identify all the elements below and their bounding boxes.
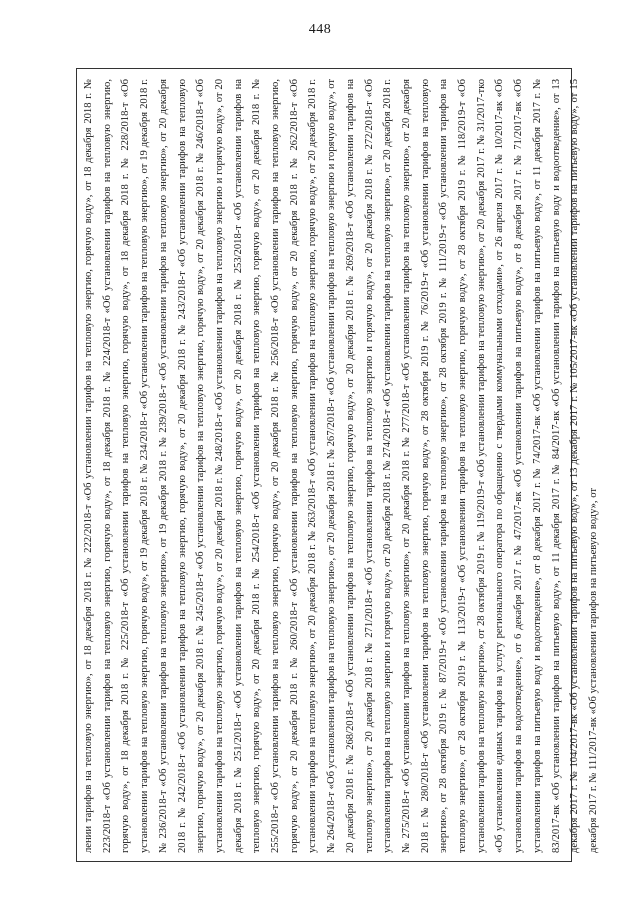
table-frame: [76, 68, 599, 862]
rotated-text-block: [77, 71, 599, 861]
page-number: 448: [308, 22, 332, 37]
body-paragraph: лении тарифов на тепловую энергию», от 18 декабря 2018 г. № 222/2018-т «Об установлении тарифов на тепловую энергию, горячую воду», от 18 декабря 2018 г. № 223/2018-т «Об установлении тарифов на тепловую энергию, горячую воду», от 18 декабря 2018 г. № 224/2018-т «Об установлении тарифов на тепловую энергию, горячую воду», от 18 декабря 2018 г. № 225/2018-т «Об установлении тарифов на тепловую энергию, горячую воду», от 18 декабря 2018 г. № 228/2018-т «Об установлении тарифов на тепловую энергию, горячую воду», от 19 декабря 2018 г. № 234/2018-т «Об установлении тарифов на тепловую энергию», от 19 декабря 2018 г. № 236/2018-т «Об установлении тарифов на тепловую энергию», от 19 декабря 2018 г. № 239/2018-т «Об установлении тарифов на тепловую энергию», от 20 декабря 2018 г. № 242/2018-т «Об установлении тарифов на тепловую энергию, горячую воду», от 20 декабря 2018 г. № 243/2018-т «Об установлении тарифов на тепловую энергию, горячую воду», от 20 декабря 2018 г. № 245/2018-т «Об установлении тарифов на тепловую энергию, горячую воду», от 20 декабря 2018 г. № 246/2018-т «Об установлении тарифов на тепловую энергию, горячую воду», от 20 декабря 2018 г. № 248/2018-т «Об установлении тарифов на тепловую энергию и горячую воду», от 20 декабря 2018 г. № 251/2018-т «Об установлении тарифов на тепловую энергию, горячую воду», от 20 декабря 2018 г. № 253/2018-т «Об установлении тарифов на тепловую энергию, горячую воду», от 20 декабря 2018 г. № 254/2018-т «Об установлении тарифов на тепловую энергию, горячую воду», от 20 декабря 2018 г. № 255/2018-т «Об установлении тарифов на тепловую энергию, горячую воду», от 20 декабря 2018 г. № 256/2018-т «Об установлении тарифов на тепловую энергию, горячую воду», от 20 декабря 2018 г. № 260/2018-т «Об установлении тарифов на тепловую энергию, горячую воду», от 20 декабря 2018 г. № 262/2018-т «Об установлении тарифов на тепловую энергию», от 20 декабря 2018 г. № 263/2018-т «Об установлении тарифов на тепловую энергию, горячую воду», от 20 декабря 2018 г. № 264/2018-т «Об установлении тарифов на тепловую энергию», от 20 декабря 2018 г. № 267/2018-т «Об установлении тарифов на тепловую энергию и горячую воду», от 20 декабря 2018 г. № 268/2018-т «Об установлении тарифов на тепловую энергию, горячую воду», от 20 декабря 2018 г. № 269/2018-т «Об установлении тарифов на тепловую энергию», от 20 декабря 2018 г. № 271/2018-т «Об установлении тарифов на тепловую энергию и горячую воду», от 20 декабря 2018 г. № 272/2018-т «Об установлении тарифов на тепловую энергию и горячую воду», от 20 декабря 2018 г. № 274/2018-т «Об установлении тарифов на тепловую энергию», от 20 декабря 2018 г. № 275/2018-т «Об установлении тарифов на тепловую энергию», от 20 декабря 2018 г. № 277/2018-т «Об установлении тарифов на тепловую энергию», от 20 декабря 2018 г. № 280/2018-т «Об установлении тарифов на тепловую энергию, горячую воду», от 28 октября 2019 г. № 76/2019-т «Об установлении тарифов на тепловую энергию», от 28 октября 2019 г. № 87/2019-т «Об установлении тарифов на тепловую энергию», от 28 октября 2019 г. № 111/2019-т «Об установлении тарифов на тепловую энергию», от 28 октября 2019 г. № 113/2019-т «Об установлении тарифов на тепловую энергию, горячую воду», от 28 октября 2019 г. № 118/2019-т «Об установлении тарифов на тепловую энергию», от 28 октября 2019 г. № 119/2019-т «Об установлении тарифов на тепловую энергию», от 20 декабря 2017 г. № 31/2017-тко «Об установлении единых тарифов на услугу регионального оператора по обращению с твердыми коммунальными отходами», от 26 апреля 2017 г. № 10/2017-вк «Об установлении тарифов на водоотведение», от 6 декабря 2017 г. № 47/2017-вк «Об установлении тарифов на питьевую воду», от 8 декабря 2017 г. № 71/2017-вк «Об установлении тарифов на питьевую воду и водоотведение», от 8 декабря 2017 г. № 74/2017-вк «Об установлении тарифов на питьевую воду», от 11 декабря 2017 г. № 83/2017-вк «Об установлении тарифов на питьевую воду», от 11 декабря 2017 г. № 84/2017-вк «Об установлении тарифов на питьевую воду и водоотведение», от 13 декабря 2017 г. № 104/2017-вк «Об установлении тарифов на питьевую воду», от 13 декабря 2017 г. № 105/2017-вк «Об установлении тарифов на питьевую воду», от 15 декабря 2017 г. № 111/2017-вк «Об установлении тарифов на питьевую воду», от: [83, 79, 599, 853]
rotated-text-container: [77, 69, 599, 861]
